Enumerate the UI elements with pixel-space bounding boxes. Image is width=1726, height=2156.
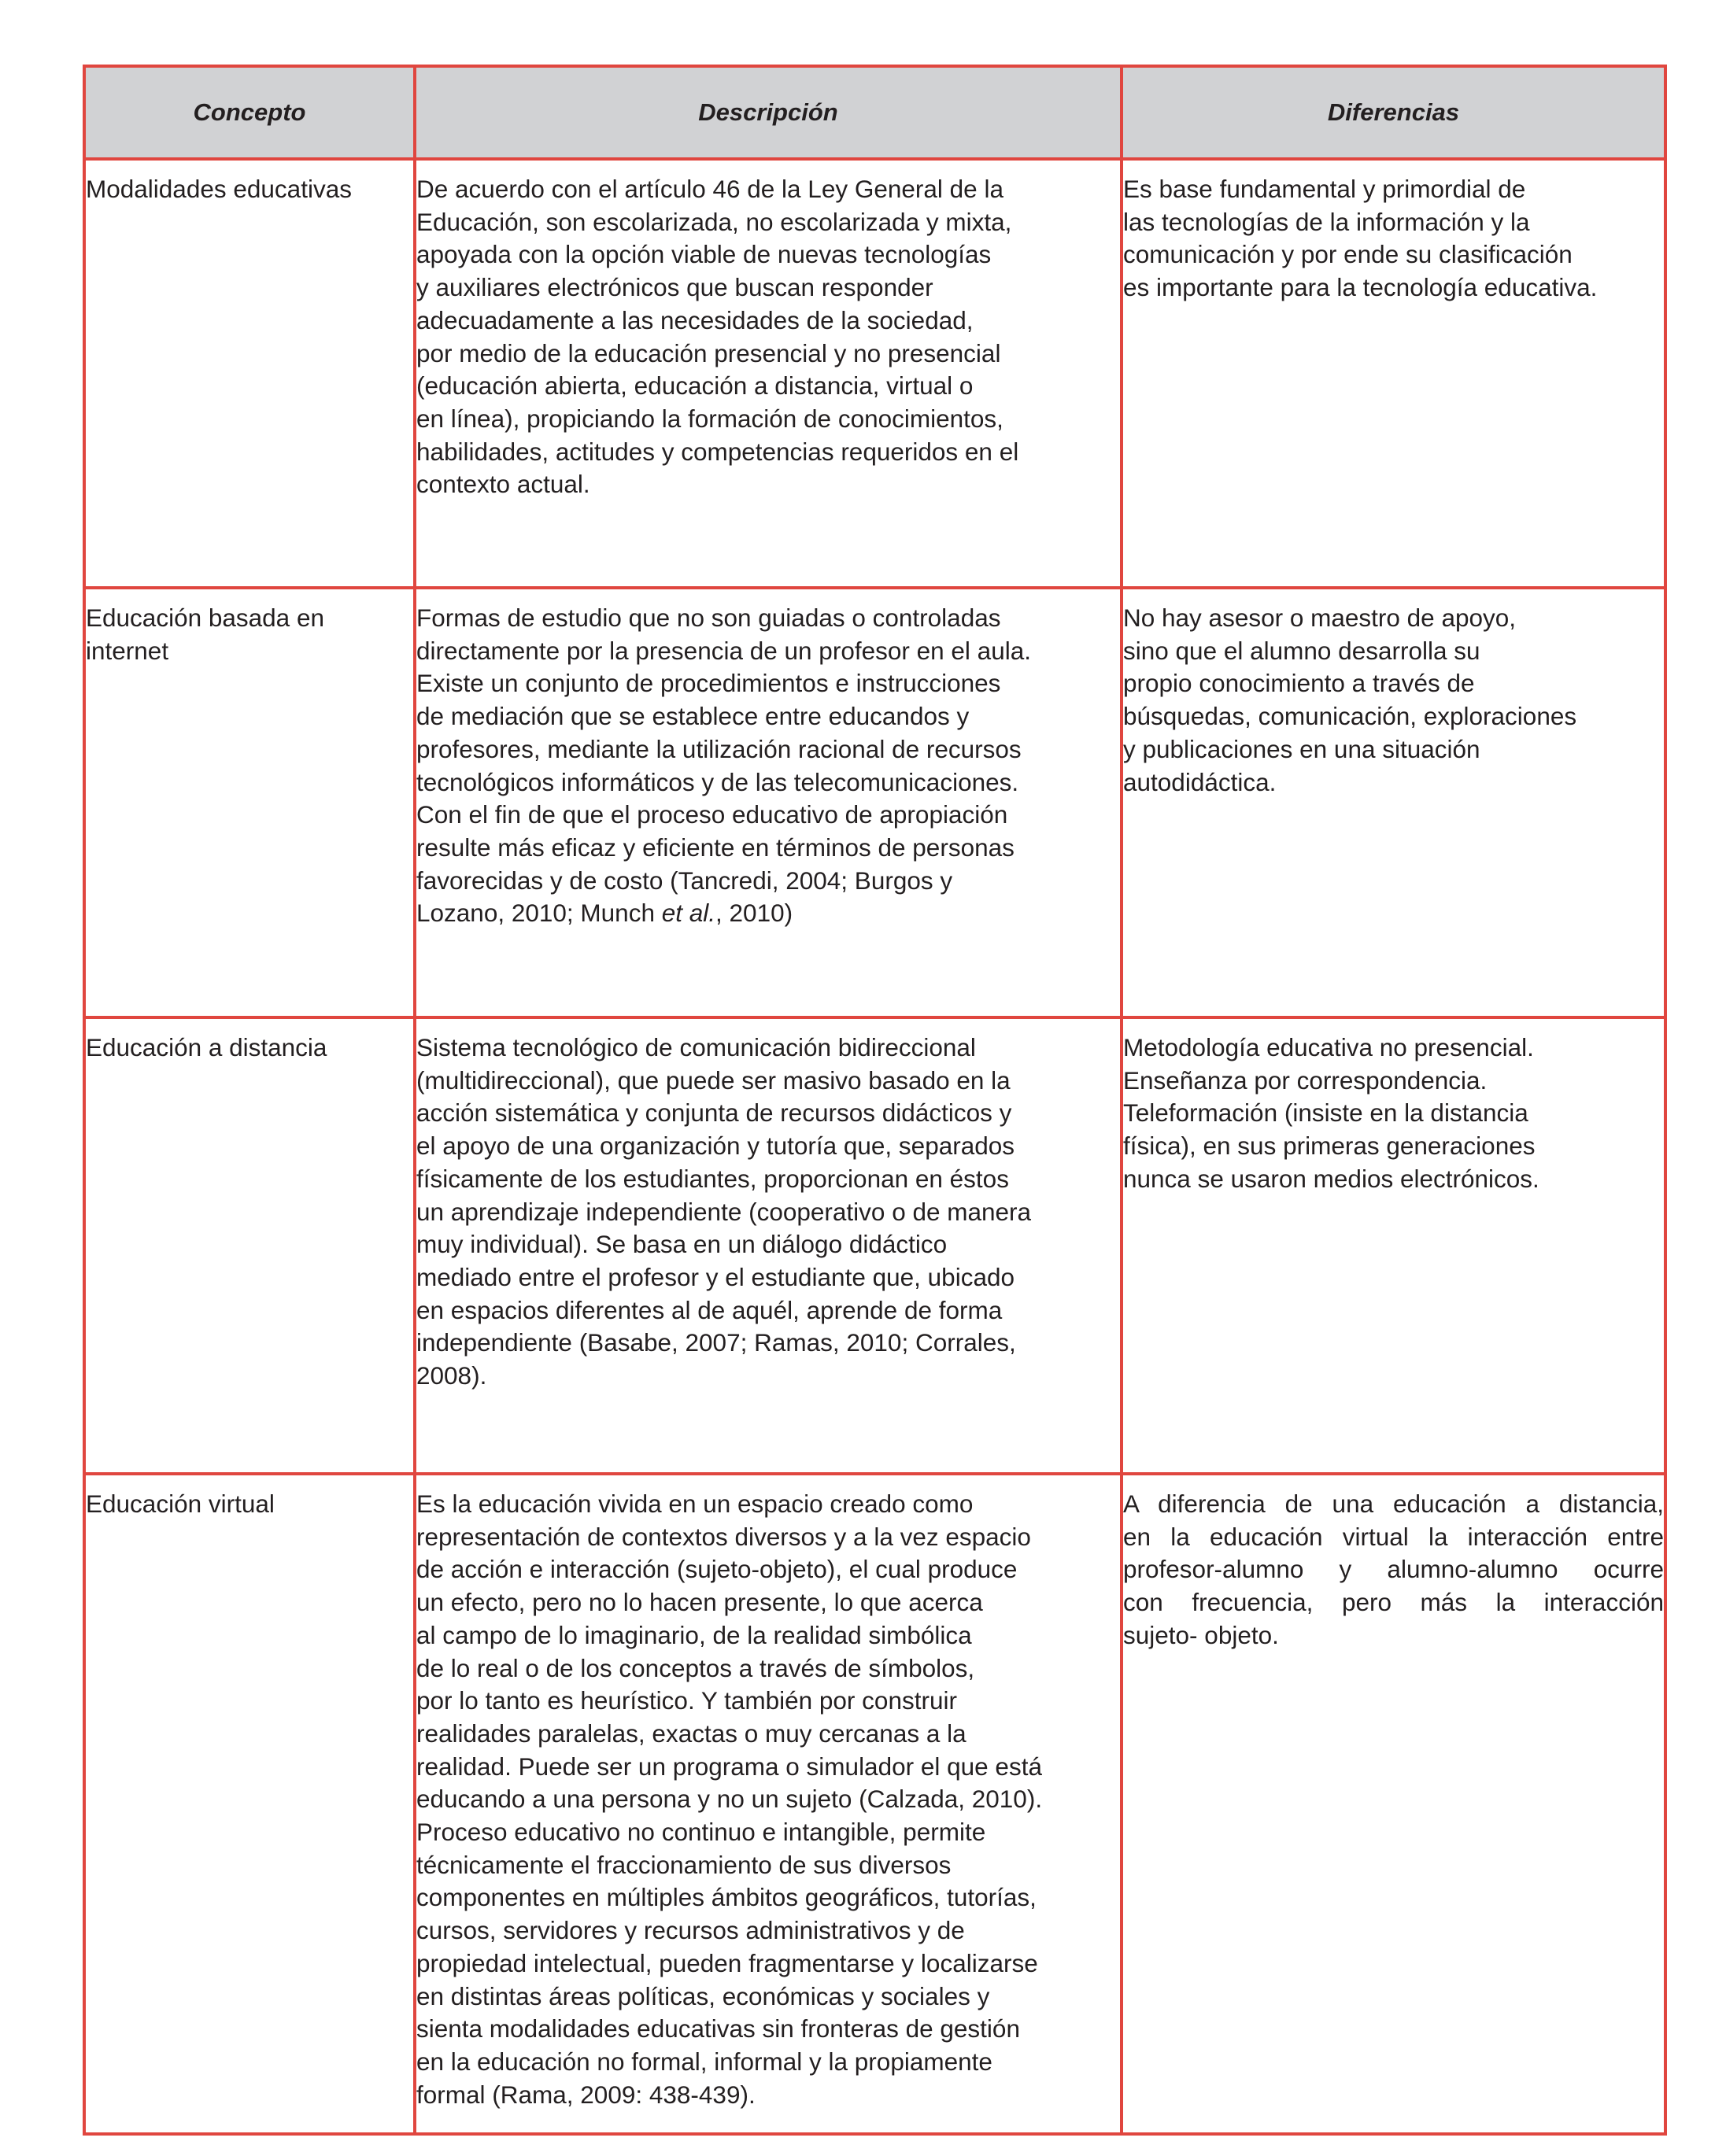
descripcion-line: tecnológicos informáticos y de las telecomunicaciones.	[416, 767, 1019, 796]
header-descripcion: Descripción	[415, 66, 1122, 159]
descripcion-line: De acuerdo con el artículo 46 de la Ley General de la	[416, 175, 1003, 203]
descripcion-line: realidad. Puede ser un programa o simulador el que está	[416, 1752, 1042, 1781]
descripcion-line: Formas de estudio que no son guiadas o controladas	[416, 604, 1001, 632]
descripcion-line: mediado entre el profesor y el estudiante que, ubicado	[416, 1262, 1015, 1291]
descripcion-line: educando a una persona y no un sujeto (Calzada, 2010).	[416, 1785, 1043, 1814]
table-row	[84, 588, 1665, 1017]
descripcion-line: en espacios diferentes al de aquél, aprende de forma	[416, 1295, 1003, 1324]
descripcion-line: propiedad intelectual, pueden fragmentarse y localizarse	[416, 1948, 1038, 1977]
descripcion-line: adecuadamente a las necesidades de la sociedad,	[416, 305, 974, 334]
descripcion-line: Educación, son escolarizada, no escolarizada y mixta,	[416, 207, 1012, 236]
diferencias-line: No hay asesor o maestro de apoyo,	[1123, 604, 1517, 632]
descripcion-line: muy individual). Se basa en un diálogo didáctico	[416, 1230, 948, 1259]
diferencias-line: profesor-alumno y alumno-alumno ocurre	[1123, 1555, 1664, 1584]
diferencias-line: es importante para la tecnología educativa.	[1123, 273, 1598, 302]
descripcion-line: independiente (Basabe, 2007; Ramas, 2010; Corrales,	[416, 1328, 1016, 1357]
descripcion-line: habilidades, actitudes y competencias requeridos en el	[416, 437, 1019, 466]
header-row	[84, 66, 1665, 159]
diferencias-line: comunicación y por ende su clasificación	[1123, 240, 1573, 269]
concepto-text: Modalidades educativas	[86, 175, 352, 203]
descripcion-line: en línea), propiciando la formación de conocimientos,	[416, 404, 1003, 433]
table-row	[84, 1017, 1665, 1474]
descripcion-line: profesores, mediante la utilización racional de recursos	[416, 734, 1022, 763]
descripcion-line: y auxiliares electrónicos que buscan responder	[416, 273, 933, 302]
concepto-cell	[84, 1017, 415, 1474]
descripcion-line: técnicamente el fraccionamiento de sus diversos	[416, 1850, 952, 1879]
diferencias-line: las tecnologías de la información y la	[1123, 207, 1530, 236]
descripcion-line: formal (Rama, 2009: 438-439).	[416, 2080, 756, 2109]
descripcion-line: contexto actual.	[416, 470, 590, 499]
descripcion-line: (multidireccional), que puede ser masivo basado en la	[416, 1065, 1011, 1095]
diferencias-line: sujeto- objeto.	[1123, 1620, 1279, 1649]
table-row	[84, 1474, 1665, 2134]
diferencias-line: sino que el alumno desarrolla su	[1123, 636, 1480, 665]
diferencias-line: autodidáctica.	[1123, 767, 1277, 796]
diferencias-line: búsquedas, comunicación, exploraciones	[1123, 702, 1577, 731]
diferencias-line: Enseñanza por correspondencia.	[1123, 1065, 1488, 1095]
descripcion-line: (educación abierta, educación a distancia, virtual o	[416, 371, 974, 401]
descripcion-cell	[415, 588, 1122, 1017]
descripcion-line: directamente por la presencia de un profesor en el aula.	[416, 636, 1031, 665]
descripcion-line: un efecto, pero no lo hacen presente, lo que acerca	[416, 1588, 983, 1617]
descripcion-line: Con el fin de que el proceso educativo de apropiación	[416, 800, 1008, 829]
descripcion-line: sienta modalidades educativas sin fronteras de gestión	[416, 2014, 1020, 2043]
descripcion-line: por medio de la educación presencial y no presencial	[416, 338, 1001, 367]
concepts-table	[83, 65, 1667, 2136]
table-row	[84, 159, 1665, 588]
descripcion-line: físicamente de los estudiantes, proporcionan en éstos	[416, 1164, 1009, 1193]
diferencias-cell	[1122, 1017, 1665, 1474]
diferencias-cell	[1122, 588, 1665, 1017]
descripcion-cell	[415, 1474, 1122, 2134]
descripcion-line: un aprendizaje independiente (cooperativo o de manera	[416, 1197, 1032, 1226]
concepto-text: Educación basada en	[86, 604, 324, 632]
concepto-cell	[84, 588, 415, 1017]
descripcion-line	[416, 897, 1120, 930]
diferencias-line: en la educación virtual la interacción entre	[1123, 1522, 1664, 1551]
header-diferencias: Diferencias	[1122, 66, 1665, 159]
concepto-text: internet	[86, 636, 169, 665]
descripcion-line: 2008).	[416, 1361, 487, 1390]
descripcion-line: de acción e interacción (sujeto-objeto), el cual produce	[416, 1555, 1018, 1584]
diferencias-cell	[1122, 1474, 1665, 2134]
citation-text: Lozano, 2010; Munch	[416, 899, 662, 928]
concepto-text: Educación a distancia	[86, 1033, 327, 1061]
concepto-cell	[84, 1474, 415, 2134]
descripcion-line: Es la educación vivida en un espacio creado como	[416, 1490, 974, 1518]
descripcion-line: Proceso educativo no continuo e intangible, permite	[416, 1818, 986, 1847]
descripcion-line: acción sistemática y conjunta de recursos didácticos y	[416, 1098, 1012, 1128]
descripcion-line: por lo tanto es heurístico. Y también por construir	[416, 1686, 957, 1715]
diferencias-line: A diferencia de una educación a distancia,	[1123, 1490, 1664, 1518]
diferencias-line: propio conocimiento a través de	[1123, 669, 1475, 698]
concepto-text: Educación virtual	[86, 1490, 275, 1518]
diferencias-line: Es base fundamental y primordial de	[1123, 175, 1526, 203]
descripcion-line: apoyada con la opción viable de nuevas tecnologías	[416, 240, 992, 269]
diferencias-line: física), en sus primeras generaciones	[1123, 1132, 1536, 1161]
diferencias-line: nunca se usaron medios electrónicos.	[1123, 1164, 1539, 1193]
descripcion-line: Existe un conjunto de procedimientos e instrucciones	[416, 669, 1001, 698]
concepto-cell	[84, 159, 415, 588]
descripcion-line: Sistema tecnológico de comunicación bidireccional	[416, 1033, 976, 1061]
descripcion-line: representación de contextos diversos y a la vez espacio	[416, 1522, 1031, 1551]
descripcion-line: de mediación que se establece entre educandos y	[416, 702, 970, 731]
diferencias-cell	[1122, 159, 1665, 588]
citation-text: , 2010)	[715, 899, 793, 928]
descripcion-line: cursos, servidores y recursos administrativos y de	[416, 1916, 965, 1945]
descripcion-line: en la educación no formal, informal y la propiamente	[416, 2047, 992, 2076]
descripcion-line: el apoyo de una organización y tutoría que, separados	[416, 1132, 1015, 1161]
diferencias-line: Metodología educativa no presencial.	[1123, 1033, 1534, 1061]
descripcion-line: realidades paralelas, exactas o muy cercanas a la	[416, 1719, 966, 1748]
diferencias-line: Teleformación (insiste en la distancia	[1123, 1098, 1528, 1128]
descripcion-cell	[415, 1017, 1122, 1474]
descripcion-line: favorecidas y de costo (Tancredi, 2004; Burgos y	[416, 866, 953, 895]
diferencias-line: y publicaciones en una situación	[1123, 734, 1480, 763]
header-concepto: Concepto	[84, 66, 415, 159]
descripcion-line: de lo real o de los conceptos a través de símbolos,	[416, 1653, 975, 1682]
descripcion-line: resulte más eficaz y eficiente en términos de personas	[416, 832, 1015, 862]
descripcion-line: al campo de lo imaginario, de la realidad simbólica	[416, 1620, 972, 1649]
citation-italic: et al.	[661, 899, 716, 928]
descripcion-line: componentes en múltiples ámbitos geográficos, tutorías,	[416, 1883, 1037, 1912]
descripcion-cell	[415, 159, 1122, 588]
diferencias-line: con frecuencia, pero más la interacción	[1123, 1588, 1664, 1617]
descripcion-line: en distintas áreas políticas, económicas y sociales y	[416, 1981, 990, 2010]
